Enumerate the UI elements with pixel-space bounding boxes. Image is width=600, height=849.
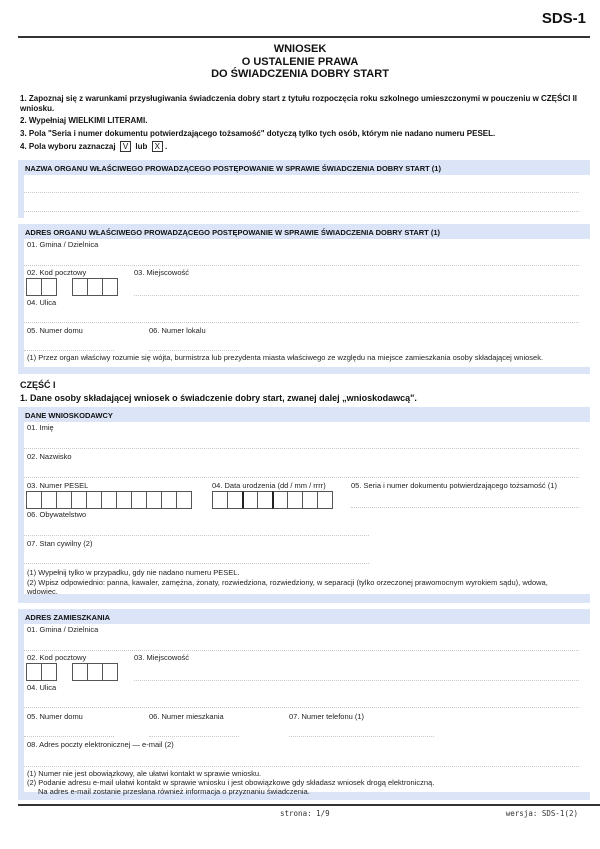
postal-code-part2[interactable] [72,663,118,681]
instruction-1: 1. Zapoznaj się z warunkami przysługiwania świadczenia dobry start z tytułu rozpoczęcia roku szkolnego umieszczonymi w pouczeniu w CZĘŚCI II wniosku. [20,94,578,113]
field-label-email: 08. Adres poczty elektronicznej — e-mail (2) [27,740,174,749]
birth-date-input[interactable] [212,491,333,509]
part-1-subtitle: 1. Dane osoby składającej wniosek o świadczenie dobry start, zwanej dalej „wnioskodawcą". [20,393,417,403]
section-heading: DANE WNIOSKODAWCY [25,411,113,420]
field-label-miejscowosc: 03. Miejscowość [134,653,190,662]
field-label-nazwisko: 02. Nazwisko [27,452,72,461]
instruction-4-or: lub [135,142,148,151]
field-label-data-urodzenia: 04. Data urodzenia (dd / mm / rrrr) [212,481,326,490]
field-label-nr-domu: 05. Numer domu [27,712,83,721]
field-label-gmina: 01. Gmina / Dzielnica [27,625,99,634]
gmina-input[interactable] [24,265,579,266]
field-label-telefon: 07. Numer telefonu (1) [289,712,365,721]
footnote-residence-3: Na adres e-mail zostanie przesłana również informacja o przyznaniu świadczenia. [38,787,310,796]
dokument-input[interactable] [351,507,579,508]
checkmark-v-example: V [120,141,131,152]
title-line-1: WNIOSEK [273,43,327,55]
obywatelstwo-input[interactable] [24,535,369,536]
postal-code-part1[interactable] [26,278,57,296]
field-label-stan-cywilny: 07. Stan cywilny (2) [27,539,93,548]
miejscowosc-input[interactable] [134,680,579,681]
field-label-nr-lokalu: 06. Numer lokalu [149,326,206,335]
ulica-input[interactable] [24,322,579,323]
field-label-miejscowosc: 03. Miejscowość [134,268,190,277]
field-label-kod: 02. Kod pocztowy [27,268,87,277]
footer-rule [18,804,600,806]
checkmark-x-example: X [152,141,163,152]
instruction-3: 3. Pola "Seria i numer dokumentu potwierdzającego tożsamość" dotyczą tylko tych osób, którym nie nadano numeru PESEL. [20,128,496,138]
footnote-applicant-2: (2) Wpisz odpowiednio: panna, kawaler, zamężna, żonaty, rozwiedziona, rozwiedziony, w separacji (tylko orzeczonej prawomocnym wyrokiem sądu), wdowa, wdowiec. [27,577,548,596]
field-label-nr-domu: 05. Numer domu [27,326,83,335]
nazwisko-input[interactable] [24,477,579,478]
nr-lokalu-input[interactable] [149,350,239,351]
field-label-nr-mieszkania: 06. Numer mieszkania [149,712,224,721]
field-label-pesel: 03. Numer PESEL [27,481,89,490]
form-title [0,43,600,81]
ulica-input[interactable] [24,707,579,708]
telefon-input[interactable] [289,736,434,737]
field-label-obywatelstwo: 06. Obywatelstwo [27,510,87,519]
instruction-2: 2. Wypełniaj WIELKIMI LITERAMI. [20,116,148,125]
form-code: SDS-1 [541,10,586,27]
footnote-residence-1: (1) Numer nie jest obowiązkowy, ale ułatwi kontakt w sprawie wniosku. [27,769,262,778]
footnote-applicant-1: (1) Wypełnij tylko w przypadku, gdy nie nadano numeru PESEL. [27,568,240,577]
section-heading: ADRES ZAMIESZKANIA [25,613,111,622]
nr-mieszkania-input[interactable] [149,736,239,737]
footnote-residence-2: (2) Podanie adresu e-mail ułatwi kontakt w sprawie wniosku i jest obowiązkowe gdy składasz wniosek drogą elektroniczną. [27,778,435,787]
gmina-input[interactable] [24,650,579,651]
field-label-imie: 01. Imię [27,423,54,432]
instruction-4 [20,141,586,152]
header-rule [18,36,590,38]
nr-domu-input[interactable] [24,350,114,351]
field-label-dokument: 05. Seria i numer dokumentu potwierdzającego tożsamość (1) [351,481,557,490]
organ-name-line-1[interactable] [24,192,579,193]
form-version: wersja: SDS-1(2) [505,809,578,818]
imie-input[interactable] [24,448,579,449]
section-organ-name [18,160,590,218]
section-applicant [18,407,590,603]
postal-code-part2[interactable] [72,278,118,296]
part-1-title: CZĘŚĆ I [20,380,56,390]
field-label-gmina: 01. Gmina / Dzielnica [27,240,99,249]
stan-cywilny-input[interactable] [24,563,369,564]
instruction-4-text: 4. Pola wyboru zaznaczaj [20,142,116,151]
section-organ-address [18,224,590,374]
field-label-ulica: 04. Ulica [27,683,57,692]
section-heading: ADRES ORGANU WŁAŚCIWEGO PROWADZĄCEGO POSTĘPOWANIE W SPRAWIE ŚWIADCZENIA DOBRY START (1) [25,228,441,237]
email-input[interactable] [24,766,579,767]
instructions [20,94,586,155]
title-line-2: O USTALENIE PRAWA [241,55,359,68]
title-line-3: DO ŚWIADCZENIA DOBRY START [211,68,389,80]
page-number: strona: 1/9 [280,809,330,818]
nr-domu-input[interactable] [24,736,114,737]
pesel-input[interactable] [26,491,192,509]
organ-name-line-2[interactable] [24,211,579,212]
field-label-ulica: 04. Ulica [27,298,57,307]
postal-code-part1[interactable] [26,663,57,681]
instruction-4-suffix: . [164,142,168,151]
section-heading: NAZWA ORGANU WŁAŚCIWEGO PROWADZĄCEGO POSTĘPOWANIE W SPRAWIE ŚWIADCZENIA DOBRY START (1) [25,164,441,173]
miejscowosc-input[interactable] [134,295,579,296]
field-label-kod: 02. Kod pocztowy [27,653,87,662]
footnote-organ: (1) Przez organ właściwy rozumie się wójta, burmistrza lub prezydenta miasta właściwego ze względu na miejsce zamieszkania osoby składającej wniosek. [27,353,544,362]
section-residence [18,609,590,800]
